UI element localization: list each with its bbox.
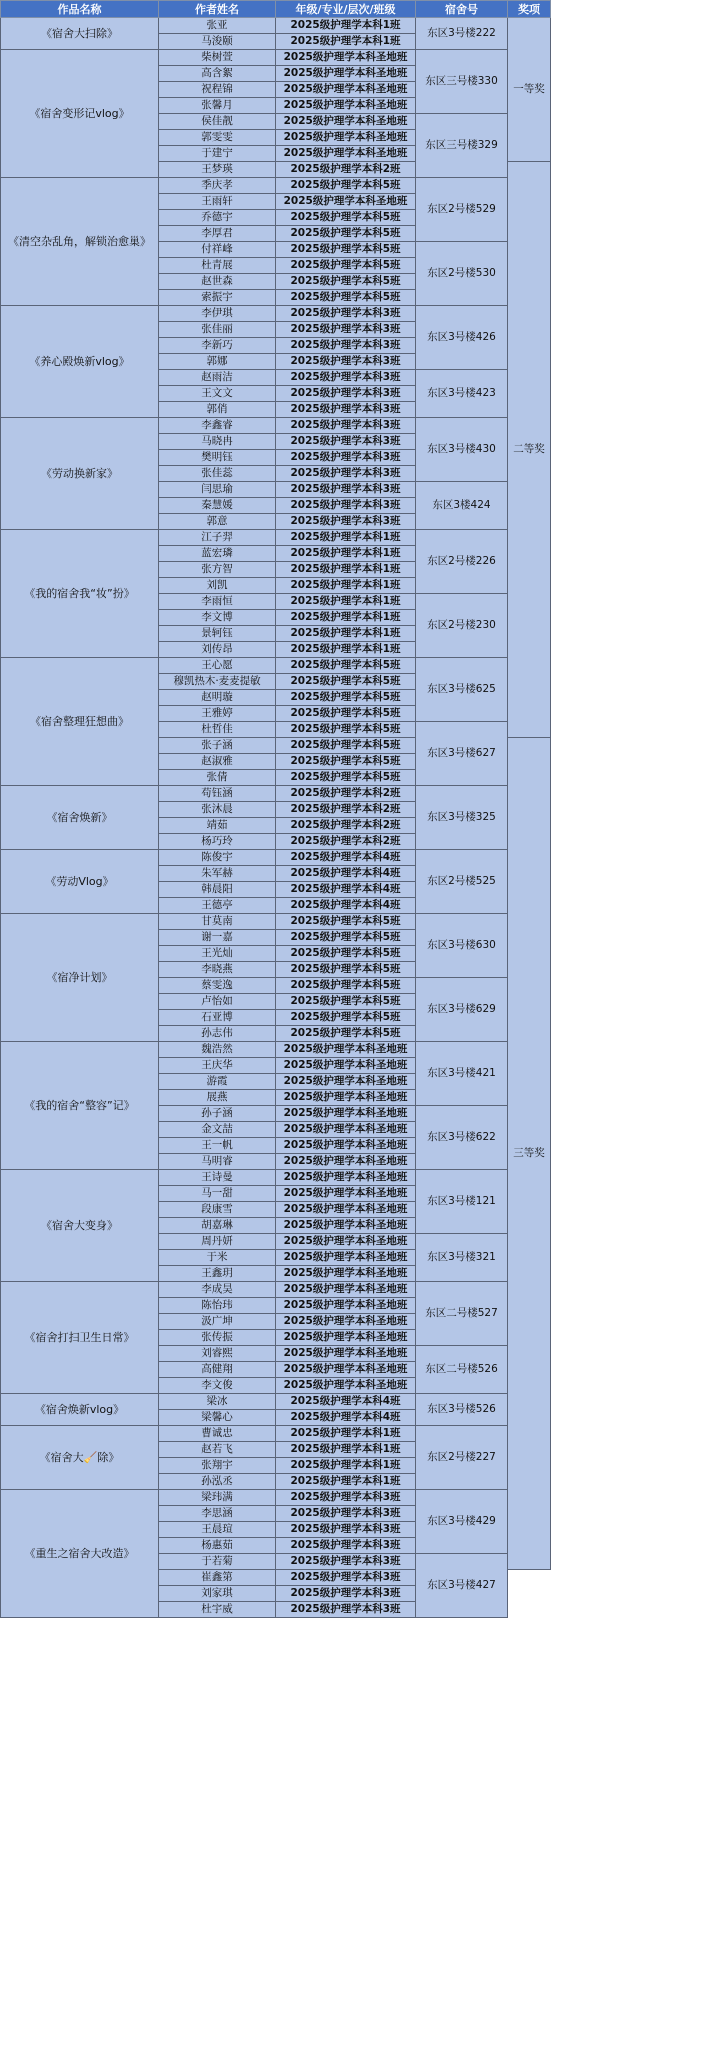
dorm-number-cell: 东区3号楼630 — [416, 914, 508, 978]
author-name-cell: 赵淑雅 — [159, 754, 276, 770]
class-cell: 2025级护理学本科5班 — [276, 290, 416, 306]
class-cell: 2025级护理学本科5班 — [276, 674, 416, 690]
class-cell: 2025级护理学本科5班 — [276, 722, 416, 738]
dorm-number-cell: 东区3号楼222 — [416, 18, 508, 50]
header-row — [1, 1, 551, 18]
class-cell: 2025级护理学本科圣地班 — [276, 1330, 416, 1346]
dorm-number-cell: 东区3号楼526 — [416, 1394, 508, 1426]
class-cell: 2025级护理学本科圣地班 — [276, 1298, 416, 1314]
author-name-cell: 侯佳靓 — [159, 114, 276, 130]
author-name-cell: 赵明璇 — [159, 690, 276, 706]
author-name-cell: 刘睿熙 — [159, 1346, 276, 1362]
work-title-cell: 《清空杂乱角，解锁治愈巢》 — [1, 178, 159, 306]
class-cell: 2025级护理学本科圣地班 — [276, 1186, 416, 1202]
table-row — [1, 1282, 551, 1298]
work-title-cell: 《宿舍变形记vlog》 — [1, 50, 159, 178]
class-cell: 2025级护理学本科2班 — [276, 818, 416, 834]
award-cell: 二等奖 — [508, 162, 551, 738]
table-row — [1, 178, 551, 194]
author-name-cell: 杜青展 — [159, 258, 276, 274]
class-cell: 2025级护理学本科圣地班 — [276, 1282, 416, 1298]
author-name-cell: 于米 — [159, 1250, 276, 1266]
author-name-cell: 王鑫玥 — [159, 1266, 276, 1282]
author-name-cell: 石亚博 — [159, 1010, 276, 1026]
class-cell: 2025级护理学本科1班 — [276, 1458, 416, 1474]
author-name-cell: 韩晨阳 — [159, 882, 276, 898]
class-cell: 2025级护理学本科圣地班 — [276, 98, 416, 114]
author-name-cell: 甘莫南 — [159, 914, 276, 930]
author-name-cell: 谢一嘉 — [159, 930, 276, 946]
class-cell: 2025级护理学本科1班 — [276, 1442, 416, 1458]
dorm-number-cell: 东区3号楼321 — [416, 1234, 508, 1282]
dorm-number-cell: 东区3号楼625 — [416, 658, 508, 722]
class-cell: 2025级护理学本科3班 — [276, 1602, 416, 1618]
author-name-cell: 景轲钰 — [159, 626, 276, 642]
author-name-cell: 胡嘉琳 — [159, 1218, 276, 1234]
dorm-number-cell: 东区3号楼627 — [416, 722, 508, 786]
author-name-cell: 孙志伟 — [159, 1026, 276, 1042]
class-cell: 2025级护理学本科3班 — [276, 450, 416, 466]
class-cell: 2025级护理学本科1班 — [276, 1474, 416, 1490]
header-dorm: 宿舍号 — [416, 1, 508, 18]
dorm-number-cell: 东区三号楼330 — [416, 50, 508, 114]
work-title-cell: 《宿舍焕新vlog》 — [1, 1394, 159, 1426]
author-name-cell: 张亚 — [159, 18, 276, 34]
class-cell: 2025级护理学本科3班 — [276, 306, 416, 322]
author-name-cell: 赵世森 — [159, 274, 276, 290]
author-name-cell: 王庆华 — [159, 1058, 276, 1074]
author-name-cell: 段康雪 — [159, 1202, 276, 1218]
class-cell: 2025级护理学本科圣地班 — [276, 1362, 416, 1378]
class-cell: 2025级护理学本科3班 — [276, 498, 416, 514]
author-name-cell: 王心愿 — [159, 658, 276, 674]
work-title-cell: 《宿舍大🧹除》 — [1, 1426, 159, 1490]
table-body — [1, 18, 551, 1618]
class-cell: 2025级护理学本科5班 — [276, 274, 416, 290]
class-cell: 2025级护理学本科5班 — [276, 178, 416, 194]
class-cell: 2025级护理学本科3班 — [276, 354, 416, 370]
award-cell: 一等奖 — [508, 18, 551, 162]
author-name-cell: 张佳蕊 — [159, 466, 276, 482]
author-name-cell: 苟钰涵 — [159, 786, 276, 802]
class-cell: 2025级护理学本科1班 — [276, 562, 416, 578]
author-name-cell: 索振宇 — [159, 290, 276, 306]
class-cell: 2025级护理学本科3班 — [276, 514, 416, 530]
table-row — [1, 1394, 551, 1410]
class-cell: 2025级护理学本科1班 — [276, 594, 416, 610]
author-name-cell: 张馨月 — [159, 98, 276, 114]
author-name-cell: 杜哲佳 — [159, 722, 276, 738]
class-cell: 2025级护理学本科5班 — [276, 994, 416, 1010]
class-cell: 2025级护理学本科圣地班 — [276, 1090, 416, 1106]
dorm-number-cell: 东区三号楼329 — [416, 114, 508, 178]
class-cell: 2025级护理学本科5班 — [276, 210, 416, 226]
work-title-cell: 《重生之宿舍大改造》 — [1, 1490, 159, 1618]
class-cell: 2025级护理学本科圣地班 — [276, 50, 416, 66]
class-cell: 2025级护理学本科1班 — [276, 610, 416, 626]
table-row — [1, 18, 551, 34]
dorm-number-cell: 东区3号楼430 — [416, 418, 508, 482]
dorm-number-cell: 东区3号楼629 — [416, 978, 508, 1042]
dorm-number-cell: 东区3号楼121 — [416, 1170, 508, 1234]
class-cell: 2025级护理学本科4班 — [276, 898, 416, 914]
author-name-cell: 杜宇威 — [159, 1602, 276, 1618]
dorm-number-cell: 东区2号楼226 — [416, 530, 508, 594]
dorm-number-cell: 东区3号楼325 — [416, 786, 508, 850]
author-name-cell: 李文博 — [159, 610, 276, 626]
author-name-cell: 闫思瑜 — [159, 482, 276, 498]
author-name-cell: 孙子涵 — [159, 1106, 276, 1122]
dorm-number-cell: 东区3号楼427 — [416, 1554, 508, 1618]
author-name-cell: 靖茹 — [159, 818, 276, 834]
dorm-number-cell: 东区二号楼526 — [416, 1346, 508, 1394]
author-name-cell: 乔德宇 — [159, 210, 276, 226]
author-name-cell: 刘家琪 — [159, 1586, 276, 1602]
author-name-cell: 李文俊 — [159, 1378, 276, 1394]
table-row — [1, 1490, 551, 1506]
class-cell: 2025级护理学本科4班 — [276, 1394, 416, 1410]
dorm-number-cell: 东区2号楼227 — [416, 1426, 508, 1490]
class-cell: 2025级护理学本科圣地班 — [276, 1314, 416, 1330]
class-cell: 2025级护理学本科3班 — [276, 370, 416, 386]
author-name-cell: 李雨恒 — [159, 594, 276, 610]
author-name-cell: 朱军赫 — [159, 866, 276, 882]
class-cell: 2025级护理学本科3班 — [276, 1586, 416, 1602]
class-cell: 2025级护理学本科圣地班 — [276, 66, 416, 82]
dorm-number-cell: 东区3号楼622 — [416, 1106, 508, 1170]
author-name-cell: 柴树萱 — [159, 50, 276, 66]
class-cell: 2025级护理学本科2班 — [276, 786, 416, 802]
author-name-cell: 王诗曼 — [159, 1170, 276, 1186]
dorm-number-cell: 东区2号楼530 — [416, 242, 508, 306]
class-cell: 2025级护理学本科3班 — [276, 1506, 416, 1522]
table-row — [1, 786, 551, 802]
class-cell: 2025级护理学本科圣地班 — [276, 1042, 416, 1058]
table-row — [1, 1170, 551, 1186]
class-cell: 2025级护理学本科1班 — [276, 642, 416, 658]
class-cell: 2025级护理学本科圣地班 — [276, 1106, 416, 1122]
class-cell: 2025级护理学本科圣地班 — [276, 82, 416, 98]
class-cell: 2025级护理学本科3班 — [276, 386, 416, 402]
author-name-cell: 王光灿 — [159, 946, 276, 962]
class-cell: 2025级护理学本科1班 — [276, 578, 416, 594]
class-cell: 2025级护理学本科圣地班 — [276, 1378, 416, 1394]
author-name-cell: 展燕 — [159, 1090, 276, 1106]
class-cell: 2025级护理学本科3班 — [276, 322, 416, 338]
class-cell: 2025级护理学本科圣地班 — [276, 1202, 416, 1218]
class-cell: 2025级护理学本科圣地班 — [276, 1218, 416, 1234]
class-cell: 2025级护理学本科4班 — [276, 850, 416, 866]
author-name-cell: 付祥峰 — [159, 242, 276, 258]
author-name-cell: 王雅婷 — [159, 706, 276, 722]
author-name-cell: 季庆孝 — [159, 178, 276, 194]
author-name-cell: 金文喆 — [159, 1122, 276, 1138]
work-title-cell: 《宿舍打扫卫生日常》 — [1, 1282, 159, 1394]
class-cell: 2025级护理学本科2班 — [276, 834, 416, 850]
class-cell: 2025级护理学本科5班 — [276, 690, 416, 706]
author-name-cell: 李晓燕 — [159, 962, 276, 978]
class-cell: 2025级护理学本科3班 — [276, 402, 416, 418]
author-name-cell: 蔡雯逸 — [159, 978, 276, 994]
header-work-title: 作品名称 — [1, 1, 159, 18]
author-name-cell: 高健翔 — [159, 1362, 276, 1378]
author-name-cell: 于若菊 — [159, 1554, 276, 1570]
class-cell: 2025级护理学本科5班 — [276, 226, 416, 242]
work-title-cell: 《我的宿舍“整容”记》 — [1, 1042, 159, 1170]
work-title-cell: 《宿净计划》 — [1, 914, 159, 1042]
author-name-cell: 杨巧玲 — [159, 834, 276, 850]
author-name-cell: 王德亭 — [159, 898, 276, 914]
class-cell: 2025级护理学本科5班 — [276, 706, 416, 722]
author-name-cell: 卢怡如 — [159, 994, 276, 1010]
class-cell: 2025级护理学本科圣地班 — [276, 1138, 416, 1154]
author-name-cell: 祝程锦 — [159, 82, 276, 98]
award-cell: 三等奖 — [508, 738, 551, 1570]
class-cell: 2025级护理学本科5班 — [276, 962, 416, 978]
class-cell: 2025级护理学本科1班 — [276, 626, 416, 642]
author-name-cell: 郭雯雯 — [159, 130, 276, 146]
author-name-cell: 樊明钰 — [159, 450, 276, 466]
author-name-cell: 张翔宇 — [159, 1458, 276, 1474]
author-name-cell: 崔鑫第 — [159, 1570, 276, 1586]
table-row — [1, 1426, 551, 1442]
class-cell: 2025级护理学本科5班 — [276, 770, 416, 786]
author-name-cell: 李厚君 — [159, 226, 276, 242]
class-cell: 2025级护理学本科圣地班 — [276, 194, 416, 210]
author-name-cell: 梁馨心 — [159, 1410, 276, 1426]
class-cell: 2025级护理学本科5班 — [276, 914, 416, 930]
class-cell: 2025级护理学本科圣地班 — [276, 130, 416, 146]
work-title-cell: 《劳动Vlog》 — [1, 850, 159, 914]
class-cell: 2025级护理学本科圣地班 — [276, 1346, 416, 1362]
work-title-cell: 《宿舍大扫除》 — [1, 18, 159, 50]
author-name-cell: 马一甜 — [159, 1186, 276, 1202]
class-cell: 2025级护理学本科5班 — [276, 1026, 416, 1042]
class-cell: 2025级护理学本科5班 — [276, 738, 416, 754]
table-row — [1, 530, 551, 546]
author-name-cell: 李鑫睿 — [159, 418, 276, 434]
author-name-cell: 张传振 — [159, 1330, 276, 1346]
author-name-cell: 李成昊 — [159, 1282, 276, 1298]
class-cell: 2025级护理学本科2班 — [276, 162, 416, 178]
class-cell: 2025级护理学本科5班 — [276, 754, 416, 770]
class-cell: 2025级护理学本科5班 — [276, 258, 416, 274]
class-cell: 2025级护理学本科3班 — [276, 338, 416, 354]
table-row — [1, 850, 551, 866]
class-cell: 2025级护理学本科5班 — [276, 1010, 416, 1026]
author-name-cell: 梁玮满 — [159, 1490, 276, 1506]
class-cell: 2025级护理学本科圣地班 — [276, 1266, 416, 1282]
class-cell: 2025级护理学本科圣地班 — [276, 1234, 416, 1250]
dorm-number-cell: 东区2号楼230 — [416, 594, 508, 658]
class-cell: 2025级护理学本科5班 — [276, 930, 416, 946]
author-name-cell: 郭意 — [159, 514, 276, 530]
work-title-cell: 《养心殿焕新vlog》 — [1, 306, 159, 418]
class-cell: 2025级护理学本科3班 — [276, 1538, 416, 1554]
author-name-cell: 高含絮 — [159, 66, 276, 82]
author-name-cell: 张方智 — [159, 562, 276, 578]
work-title-cell: 《我的宿舍我“妆”扮》 — [1, 530, 159, 658]
header-author-name: 作者姓名 — [159, 1, 276, 18]
class-cell: 2025级护理学本科3班 — [276, 1570, 416, 1586]
table-row — [1, 914, 551, 930]
author-name-cell: 李伊琪 — [159, 306, 276, 322]
dorm-number-cell: 东区二号楼527 — [416, 1282, 508, 1346]
class-cell: 2025级护理学本科5班 — [276, 946, 416, 962]
author-name-cell: 郭俏 — [159, 402, 276, 418]
class-cell: 2025级护理学本科4班 — [276, 1410, 416, 1426]
author-name-cell: 王文文 — [159, 386, 276, 402]
dorm-number-cell: 东区3楼424 — [416, 482, 508, 530]
author-name-cell: 刘凯 — [159, 578, 276, 594]
class-cell: 2025级护理学本科圣地班 — [276, 1122, 416, 1138]
author-name-cell: 李新巧 — [159, 338, 276, 354]
class-cell: 2025级护理学本科3班 — [276, 434, 416, 450]
class-cell: 2025级护理学本科4班 — [276, 882, 416, 898]
class-cell: 2025级护理学本科圣地班 — [276, 1058, 416, 1074]
table-row — [1, 1042, 551, 1058]
class-cell: 2025级护理学本科3班 — [276, 418, 416, 434]
author-name-cell: 马晓冉 — [159, 434, 276, 450]
class-cell: 2025级护理学本科圣地班 — [276, 1170, 416, 1186]
author-name-cell: 周丹妍 — [159, 1234, 276, 1250]
class-cell: 2025级护理学本科3班 — [276, 1522, 416, 1538]
author-name-cell: 汲广坤 — [159, 1314, 276, 1330]
author-name-cell: 张子涵 — [159, 738, 276, 754]
class-cell: 2025级护理学本科圣地班 — [276, 1154, 416, 1170]
work-title-cell: 《宿舍整理狂想曲》 — [1, 658, 159, 786]
author-name-cell: 游霞 — [159, 1074, 276, 1090]
author-name-cell: 江子羿 — [159, 530, 276, 546]
author-name-cell: 郭娜 — [159, 354, 276, 370]
table-row — [1, 50, 551, 66]
author-name-cell: 赵雨洁 — [159, 370, 276, 386]
author-name-cell: 李思涵 — [159, 1506, 276, 1522]
author-name-cell: 张倩 — [159, 770, 276, 786]
author-name-cell: 王雨轩 — [159, 194, 276, 210]
class-cell: 2025级护理学本科圣地班 — [276, 114, 416, 130]
author-name-cell: 陈俊宇 — [159, 850, 276, 866]
author-name-cell: 孙泓丞 — [159, 1474, 276, 1490]
dorm-number-cell: 东区2号楼529 — [416, 178, 508, 242]
author-name-cell: 王晨瑄 — [159, 1522, 276, 1538]
header-award: 奖项 — [508, 1, 551, 18]
work-title-cell: 《宿舍焕新》 — [1, 786, 159, 850]
dorm-number-cell: 东区3号楼421 — [416, 1042, 508, 1106]
class-cell: 2025级护理学本科5班 — [276, 242, 416, 258]
author-name-cell: 马浚颐 — [159, 34, 276, 50]
author-name-cell: 于建宁 — [159, 146, 276, 162]
class-cell: 2025级护理学本科1班 — [276, 530, 416, 546]
author-name-cell: 陈怡玮 — [159, 1298, 276, 1314]
header-class: 年级/专业/层次/班级 — [276, 1, 416, 18]
class-cell: 2025级护理学本科3班 — [276, 1554, 416, 1570]
author-name-cell: 魏浩然 — [159, 1042, 276, 1058]
class-cell: 2025级护理学本科圣地班 — [276, 146, 416, 162]
dorm-number-cell: 东区3号楼429 — [416, 1490, 508, 1554]
author-name-cell: 张佳丽 — [159, 322, 276, 338]
author-name-cell: 王一帆 — [159, 1138, 276, 1154]
author-name-cell: 蓝宏璘 — [159, 546, 276, 562]
class-cell: 2025级护理学本科3班 — [276, 1490, 416, 1506]
author-name-cell: 王梦瑛 — [159, 162, 276, 178]
dorm-number-cell: 东区3号楼426 — [416, 306, 508, 370]
table-row — [1, 418, 551, 434]
class-cell: 2025级护理学本科1班 — [276, 34, 416, 50]
author-name-cell: 张沐晨 — [159, 802, 276, 818]
author-name-cell: 秦慧媛 — [159, 498, 276, 514]
class-cell: 2025级护理学本科5班 — [276, 978, 416, 994]
class-cell: 2025级护理学本科5班 — [276, 658, 416, 674]
table-row — [1, 306, 551, 322]
author-name-cell: 曹诚忠 — [159, 1426, 276, 1442]
author-name-cell: 刘传昂 — [159, 642, 276, 658]
work-title-cell: 《劳动换新家》 — [1, 418, 159, 530]
class-cell: 2025级护理学本科1班 — [276, 546, 416, 562]
author-name-cell: 赵若飞 — [159, 1442, 276, 1458]
author-name-cell: 杨惠茹 — [159, 1538, 276, 1554]
dorm-number-cell: 东区3号楼423 — [416, 370, 508, 418]
author-name-cell: 马明睿 — [159, 1154, 276, 1170]
class-cell: 2025级护理学本科1班 — [276, 1426, 416, 1442]
class-cell: 2025级护理学本科3班 — [276, 466, 416, 482]
author-name-cell: 穆凯热木·麦麦提敏 — [159, 674, 276, 690]
class-cell: 2025级护理学本科1班 — [276, 18, 416, 34]
class-cell: 2025级护理学本科2班 — [276, 802, 416, 818]
class-cell: 2025级护理学本科3班 — [276, 482, 416, 498]
dorm-number-cell: 东区2号楼525 — [416, 850, 508, 914]
class-cell: 2025级护理学本科圣地班 — [276, 1250, 416, 1266]
work-title-cell: 《宿舍大变身》 — [1, 1170, 159, 1282]
author-name-cell: 梁冰 — [159, 1394, 276, 1410]
table-row — [1, 658, 551, 674]
class-cell: 2025级护理学本科圣地班 — [276, 1074, 416, 1090]
class-cell: 2025级护理学本科4班 — [276, 866, 416, 882]
